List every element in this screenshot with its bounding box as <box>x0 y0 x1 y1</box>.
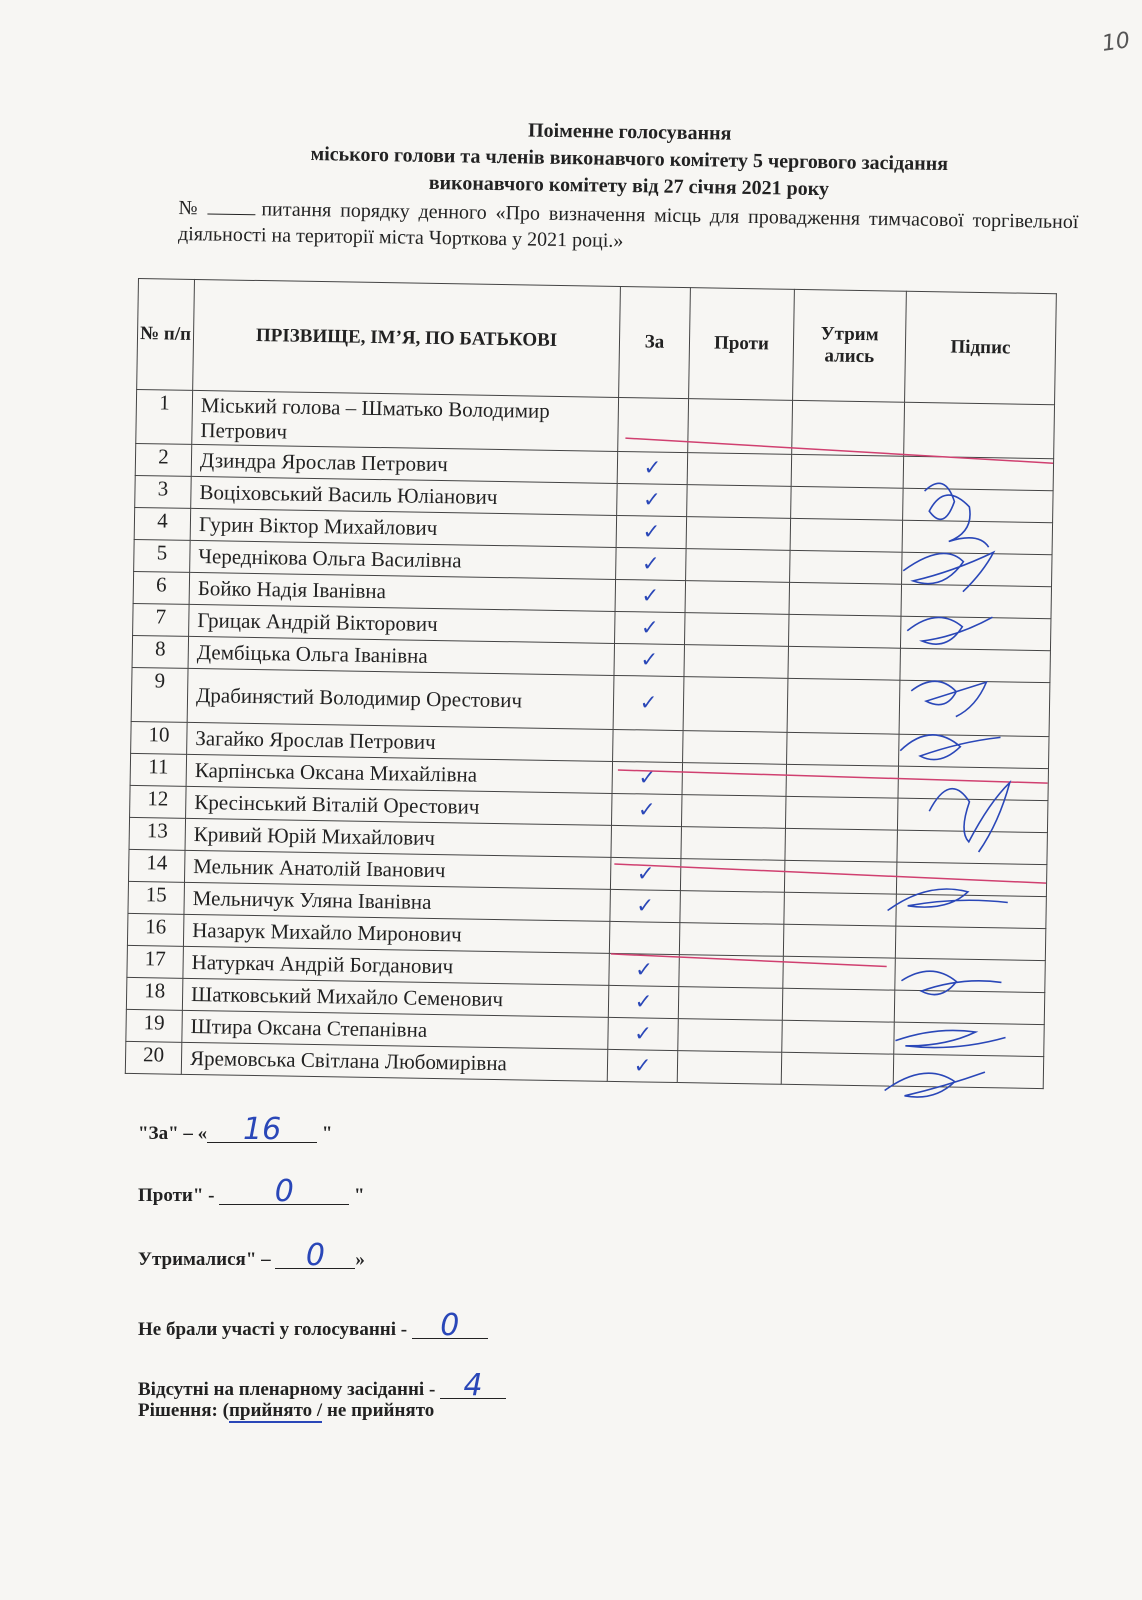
row-name: Грицак Андрій Вікторович <box>189 604 615 643</box>
subtitle-line-2: виконавчого комітету від 27 січня 2021 року <box>428 171 830 201</box>
summary-not-voted <box>138 1308 488 1343</box>
row-proty <box>680 891 785 925</box>
row-za-mark: ✓ <box>617 451 688 484</box>
row-utrym <box>782 1020 895 1054</box>
row-signature <box>903 488 1054 522</box>
row-za-mark: ✓ <box>613 675 684 730</box>
row-signature <box>894 1022 1045 1056</box>
row-utrym <box>791 454 904 488</box>
row-num: 12 <box>130 785 187 818</box>
row-name: Шатковський Михайло Семенович <box>182 978 608 1017</box>
row-za-mark: ✓ <box>617 483 688 516</box>
row-num: 7 <box>133 603 190 636</box>
decision-rejected: не прийнято <box>322 1400 435 1421</box>
row-utrym <box>787 732 900 766</box>
row-num: 10 <box>131 721 188 754</box>
summary-za-label: "За" – « <box>138 1123 208 1144</box>
row-proty <box>681 827 786 861</box>
title: Поіменне голосування <box>527 119 732 145</box>
row-proty <box>688 399 793 455</box>
row-za-mark: ✓ <box>616 515 687 548</box>
row-za-mark: ✓ <box>610 889 681 922</box>
row-za-mark: ✓ <box>615 611 686 644</box>
row-utrym <box>788 614 901 648</box>
row-name: Дзиндра Ярослав Петрович <box>191 444 617 483</box>
row-signature <box>895 926 1046 960</box>
row-za-mark: ✓ <box>608 1017 679 1050</box>
decision-accepted: прийнято / <box>228 1400 323 1421</box>
row-name: Штира Оксана Степанівна <box>182 1010 608 1049</box>
row-za-mark: ✓ <box>614 643 685 676</box>
row-name: Мельник Анатолій Іванович <box>184 850 610 889</box>
header-num: № п/п <box>137 279 195 391</box>
row-signature <box>901 584 1052 618</box>
row-signature <box>893 1054 1044 1088</box>
row-utrym <box>785 828 898 862</box>
row-proty <box>686 549 791 583</box>
header-name: ПРІЗВИЩЕ, ІМ’Я, ПО БАТЬКОВІ <box>193 279 621 397</box>
row-num: 6 <box>133 571 190 604</box>
row-name: Воціховський Василь Юліанович <box>191 476 617 515</box>
row-num: 15 <box>128 881 185 914</box>
row-num: 17 <box>127 945 184 978</box>
row-num: 8 <box>132 635 189 668</box>
row-signature <box>900 616 1051 650</box>
row-signature <box>896 894 1047 928</box>
row-signature <box>899 734 1050 768</box>
row-signature <box>904 402 1055 458</box>
row-num: 18 <box>126 977 183 1010</box>
row-num: 1 <box>136 389 193 444</box>
row-za-mark: ✓ <box>609 953 680 986</box>
row-num: 3 <box>135 475 192 508</box>
row-za-mark <box>618 397 689 452</box>
row-proty <box>683 677 788 733</box>
summary-absent <box>138 1368 506 1403</box>
summary-proty-end: " <box>349 1185 365 1206</box>
row-name: Бойко Надія Іванівна <box>189 572 615 611</box>
summary-za-value: 16 <box>207 1118 317 1143</box>
row-signature <box>902 552 1053 586</box>
row-proty <box>687 453 792 487</box>
row-utrym <box>789 582 902 616</box>
agenda-number-blank <box>207 213 255 215</box>
summary-utrym-value: 0 <box>275 1244 355 1269</box>
row-utrym <box>790 518 903 552</box>
row-za-mark <box>613 729 684 762</box>
row-utrym <box>791 486 904 520</box>
row-name: Драбинястий Володимир Орестович <box>187 668 614 729</box>
voting-table-wrapper <box>125 278 1056 1089</box>
row-name: Гурин Віктор Михайлович <box>190 508 616 547</box>
row-za-mark: ✓ <box>616 547 687 580</box>
row-num: 19 <box>126 1009 183 1042</box>
header-za: За <box>619 286 691 398</box>
row-num: 4 <box>134 507 191 540</box>
row-signature <box>898 766 1049 800</box>
row-utrym <box>785 796 898 830</box>
summary-za-end: " <box>317 1123 333 1144</box>
row-name: Натуркач Андрій Богданович <box>183 946 609 985</box>
row-name: Кресінський Віталій Орестович <box>186 786 612 825</box>
row-signature <box>896 862 1047 896</box>
page-number: 10 <box>1100 28 1132 57</box>
row-signature <box>903 456 1054 490</box>
row-proty <box>681 795 786 829</box>
decision-prefix: Рішення: ( <box>138 1400 229 1421</box>
header-signature: Підпис <box>905 291 1057 404</box>
row-num: 20 <box>125 1041 182 1074</box>
row-name: Карпінська Оксана Михайлівна <box>186 754 612 793</box>
row-za-mark: ✓ <box>611 793 682 826</box>
row-num: 2 <box>135 443 192 476</box>
row-utrym <box>784 892 897 926</box>
row-name: Яремовська Світлана Любомирівна <box>181 1042 607 1081</box>
row-name: Кривий Юрій Михайлович <box>185 818 611 857</box>
row-signature <box>900 648 1051 682</box>
row-proty <box>677 1051 782 1085</box>
row-utrym <box>792 400 905 456</box>
row-signature <box>895 958 1046 992</box>
row-za-mark: ✓ <box>608 985 679 1018</box>
row-proty <box>684 613 789 647</box>
row-za-mark <box>611 825 682 858</box>
header-utrym: Утрим ались <box>793 289 907 402</box>
row-utrym <box>781 1052 894 1086</box>
row-za-mark <box>609 921 680 954</box>
row-name: Загайко Ярослав Петрович <box>187 722 613 761</box>
voting-table <box>125 278 1057 1089</box>
subtitle-line-1: міського голови та членів виконавчого комітету 5 чергового засідання <box>310 143 949 176</box>
agenda-text: питання порядку денного «Про визначення місць для провадження тимчасової торгівельної діяльності на території міста Чорткова у 2021 році.» <box>177 198 1079 252</box>
row-proty <box>687 485 792 519</box>
summary-decision <box>138 1400 434 1422</box>
row-name: Дембіцька Ольга Іванівна <box>188 636 614 675</box>
row-num: 9 <box>131 667 188 722</box>
agenda-number-prefix: № <box>178 196 202 220</box>
row-utrym <box>788 646 901 680</box>
row-proty <box>686 517 791 551</box>
summary-not-voted-label: Не брали участі у голосуванні - <box>138 1319 412 1340</box>
row-utrym <box>783 924 896 958</box>
row-utrym <box>786 764 899 798</box>
summary-utrym-end: » <box>355 1249 365 1270</box>
summary-absent-value: 4 <box>440 1374 506 1399</box>
row-num: 13 <box>129 817 186 850</box>
row-num: 16 <box>127 913 184 946</box>
row-name: Череднікова Ольга Василівна <box>190 540 616 579</box>
row-za-mark: ✓ <box>612 761 683 794</box>
summary-proty-label: Проти" - <box>138 1185 220 1206</box>
row-utrym <box>787 678 900 734</box>
row-proty <box>679 955 784 989</box>
row-utrym <box>790 550 903 584</box>
row-proty <box>678 1019 783 1053</box>
row-signature <box>902 520 1053 554</box>
row-za-mark: ✓ <box>610 857 681 890</box>
row-signature <box>897 830 1048 864</box>
row-signature <box>894 990 1045 1024</box>
row-proty <box>683 731 788 765</box>
row-name: Міський голова – Шматько Володимир Петрович <box>192 390 619 451</box>
row-proty <box>679 923 784 957</box>
row-proty <box>678 987 783 1021</box>
row-utrym <box>784 860 897 894</box>
summary-utrym-label: Утрималися" – <box>138 1249 276 1270</box>
row-proty <box>682 763 787 797</box>
row-name: Назарук Михайло Миронович <box>183 914 609 953</box>
row-signature <box>899 680 1050 736</box>
row-num: 14 <box>128 849 185 882</box>
summary-not-voted-value: 0 <box>412 1314 488 1339</box>
row-za-mark: ✓ <box>615 579 686 612</box>
table-header-row <box>137 279 1057 405</box>
summary-proty <box>138 1174 365 1209</box>
row-proty <box>685 581 790 615</box>
row-num: 5 <box>134 539 191 572</box>
row-num: 11 <box>130 753 187 786</box>
document-header <box>178 112 1080 261</box>
row-utrym <box>782 988 895 1022</box>
summary-utrym <box>138 1238 365 1273</box>
header-proty: Проти <box>689 288 795 401</box>
row-utrym <box>783 956 896 990</box>
summary-za <box>138 1112 333 1147</box>
row-signature <box>897 798 1048 832</box>
summary-proty-value: 0 <box>219 1180 349 1205</box>
row-name: Мельничук Уляна Іванівна <box>184 882 610 921</box>
row-proty <box>684 645 789 679</box>
summary-absent-label: Відсутні на пленарному засіданні - <box>138 1379 441 1400</box>
row-proty <box>680 859 785 893</box>
row-za-mark: ✓ <box>607 1049 678 1082</box>
